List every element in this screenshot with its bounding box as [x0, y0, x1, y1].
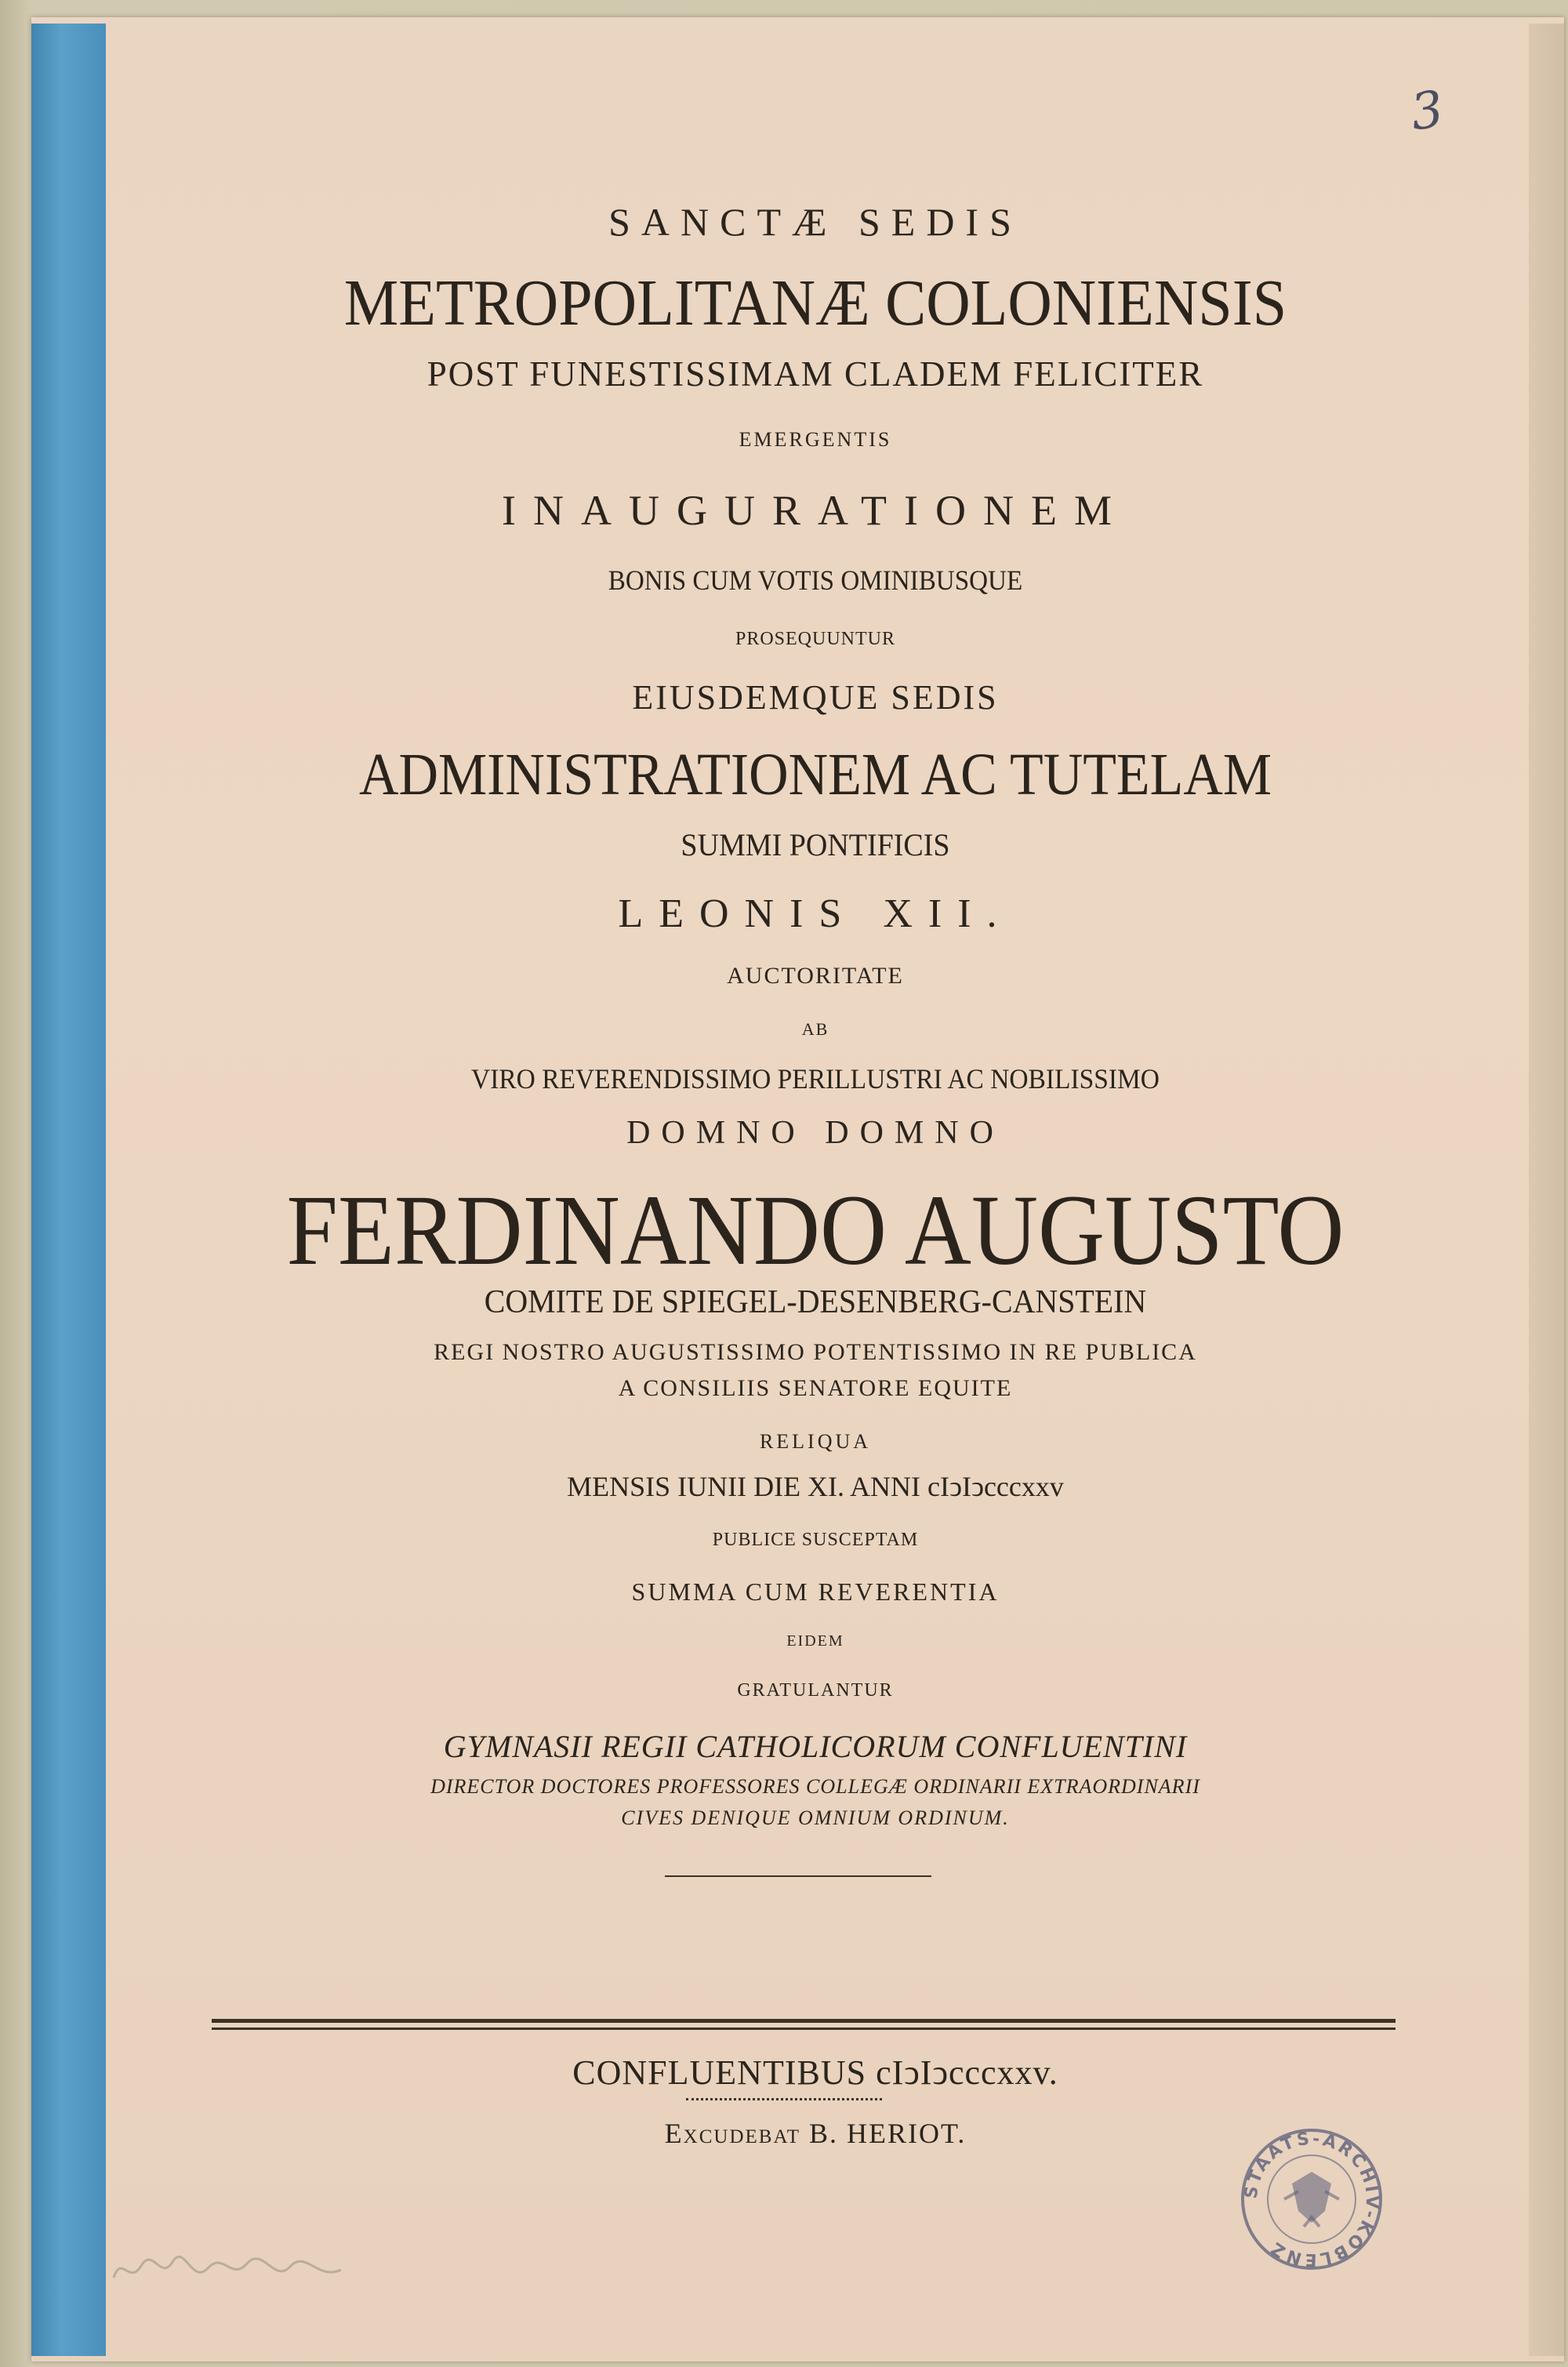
heading-line-4: EMERGENTIS [739, 428, 892, 451]
heading-line-20: RELIQUA [759, 1430, 872, 1453]
imprint-place-date: CONFLUENTIBUS cIↄIↄcccxxv. [572, 2053, 1058, 2092]
double-rule-top [212, 2019, 1396, 2023]
heading-line-3: POST FUNESTISSIMAM CLADEM FELICITER [426, 354, 1204, 394]
heading-line-22: PUBLICE SUSCEPTAM [712, 1530, 919, 1550]
faculty-line: DIRECTOR DOCTORES PROFESSORES COLLEGÆ ORDINARII EXTRAORDINARII [430, 1775, 1200, 1798]
heading-line-2: METROPOLITANÆ COLONIENSIS [343, 267, 1287, 339]
handwritten-annotation-icon [106, 2246, 365, 2293]
imprint-printer: Excudebat B. HERIOT. [664, 2118, 967, 2149]
double-rule-bottom [212, 2028, 1396, 2030]
gymnasium-line: GYMNASII REGII CATHOLICORUM CONFLUENTINI [443, 1729, 1188, 1764]
page-edge [1529, 24, 1564, 2356]
date-line: MENSIS IUNII DIE XI. ANNI cIↄIↄcccxxv [567, 1471, 1064, 1502]
svg-text:STAATS-ARCHIV-KOBLENZ: STAATS-ARCHIV-KOBLENZ [1241, 2129, 1382, 2270]
heading-line-9: ADMINISTRATIONEM AC TUTELAM [358, 742, 1272, 808]
heading-line-23: SUMMA CUM REVERENTIA [631, 1577, 1000, 1606]
heading-line-10: SUMMI PONTIFICIS [681, 827, 950, 862]
heading-line-7: PROSEQUUNTUR [735, 629, 896, 649]
title-page-text [125, 0, 1505, 2367]
heading-line-18: REGI NOSTRO AUGUSTISSIMO POTENTISSIMO IN RE PUBLICA [434, 1339, 1197, 1365]
heading-line-8: EIUSDEMQUE SEDIS [632, 678, 999, 717]
heading-line-14: VIRO REVERENDISSIMO PERILLUSTRI AC NOBILISSIMO [471, 1063, 1160, 1095]
heading-line-19: A CONSILIIS SENATORE EQUITE [618, 1375, 1013, 1401]
heading-line-25: GRATULANTUR [737, 1680, 894, 1701]
heading-line-5: INAUGURATIONEM [502, 487, 1129, 534]
heading-line-13: AB [801, 1019, 829, 1039]
heading-line-1: SANCTÆ SEDIS [608, 200, 1022, 244]
page-number-mark: 3 [1407, 80, 1447, 143]
heading-line-15: DOMNO DOMNO [626, 1115, 1004, 1151]
heading-line-24: EIDEM [786, 1632, 844, 1650]
short-divider [665, 1875, 931, 1877]
heading-line-12: AUCTORITATE [727, 963, 904, 989]
recipient-name: FERDINANDO AUGUSTO [286, 1174, 1345, 1286]
blue-binding-strip [31, 24, 106, 2356]
citizens-line: CIVES DENIQUE OMNIUM ORDINUM. [621, 1806, 1010, 1829]
heading-line-11: LEONIS XII. [618, 891, 1013, 936]
heading-line-6: BONIS CUM VOTIS OMINIBUSQUE [608, 565, 1023, 596]
heading-line-17: COMITE DE SPIEGEL-DESENBERG-CANSTEIN [484, 1284, 1147, 1320]
ornament-divider [686, 2098, 882, 2108]
archive-stamp-icon [1237, 2125, 1386, 2274]
